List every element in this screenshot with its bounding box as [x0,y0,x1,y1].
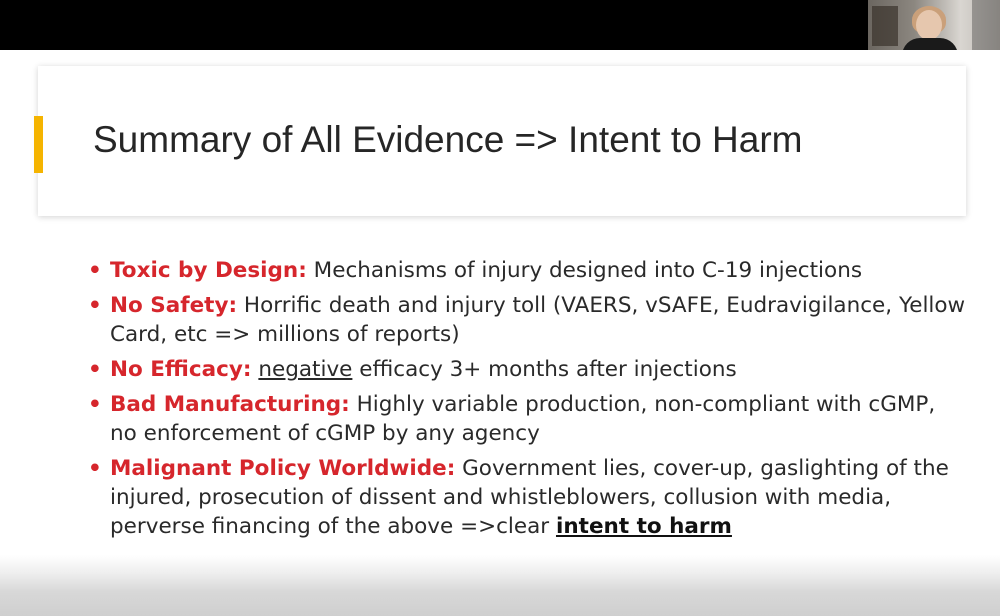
bottom-fade-bar [0,555,1000,616]
bullet-term: Toxic by Design: [110,258,307,283]
bullet-dot-icon: • [88,258,102,283]
bullet-dot-icon: • [88,392,102,417]
bullet-malignant-policy [88,454,968,541]
bullet-text: Horrific death and injury toll (VAERS, vSAFE, Eudravigilance, Yellow Card, etc => millions of reports) [110,293,966,347]
title-accent-bar [34,116,43,173]
bullet-text: Highly variable production, non-compliant with cGMP, no enforcement of cGMP by any agency [110,392,936,446]
bullet-dot-icon: • [88,357,102,382]
bullet-bad-manufacturing [88,390,968,448]
bullet-no-safety [88,291,968,349]
bullet-underlined-word: negative [258,357,353,382]
bullet-toxic-by-design [88,256,968,285]
bullet-term: Bad Manufacturing: [110,392,350,417]
slide-title: Summary of All Evidence => Intent to Harm [93,119,803,160]
bullet-term: No Efficacy: [110,357,252,382]
bullet-emphasis: intent to harm [555,514,732,539]
evidence-bullet-list [88,256,968,547]
bullet-term: Malignant Policy Worldwide: [110,456,456,481]
bullet-dot-icon: • [88,293,102,318]
bullet-dot-icon: • [88,456,102,481]
bullet-no-efficacy [88,355,968,384]
bullet-term: No Safety: [110,293,238,318]
presentation-slide [0,50,1000,565]
webcam-person-head [916,10,942,40]
bullet-text: efficacy 3+ months after injections [352,357,737,382]
webcam-background-shelf [872,6,898,46]
bullet-text: Government lies, cover-up, gaslighting of the injured, prosecution of dissent and whistleblowers, collusion with media, perverse financing of the above =>clear [110,456,949,539]
video-top-bar [0,0,1000,50]
bullet-text: Mechanisms of injury designed into C-19 injections [306,258,863,283]
